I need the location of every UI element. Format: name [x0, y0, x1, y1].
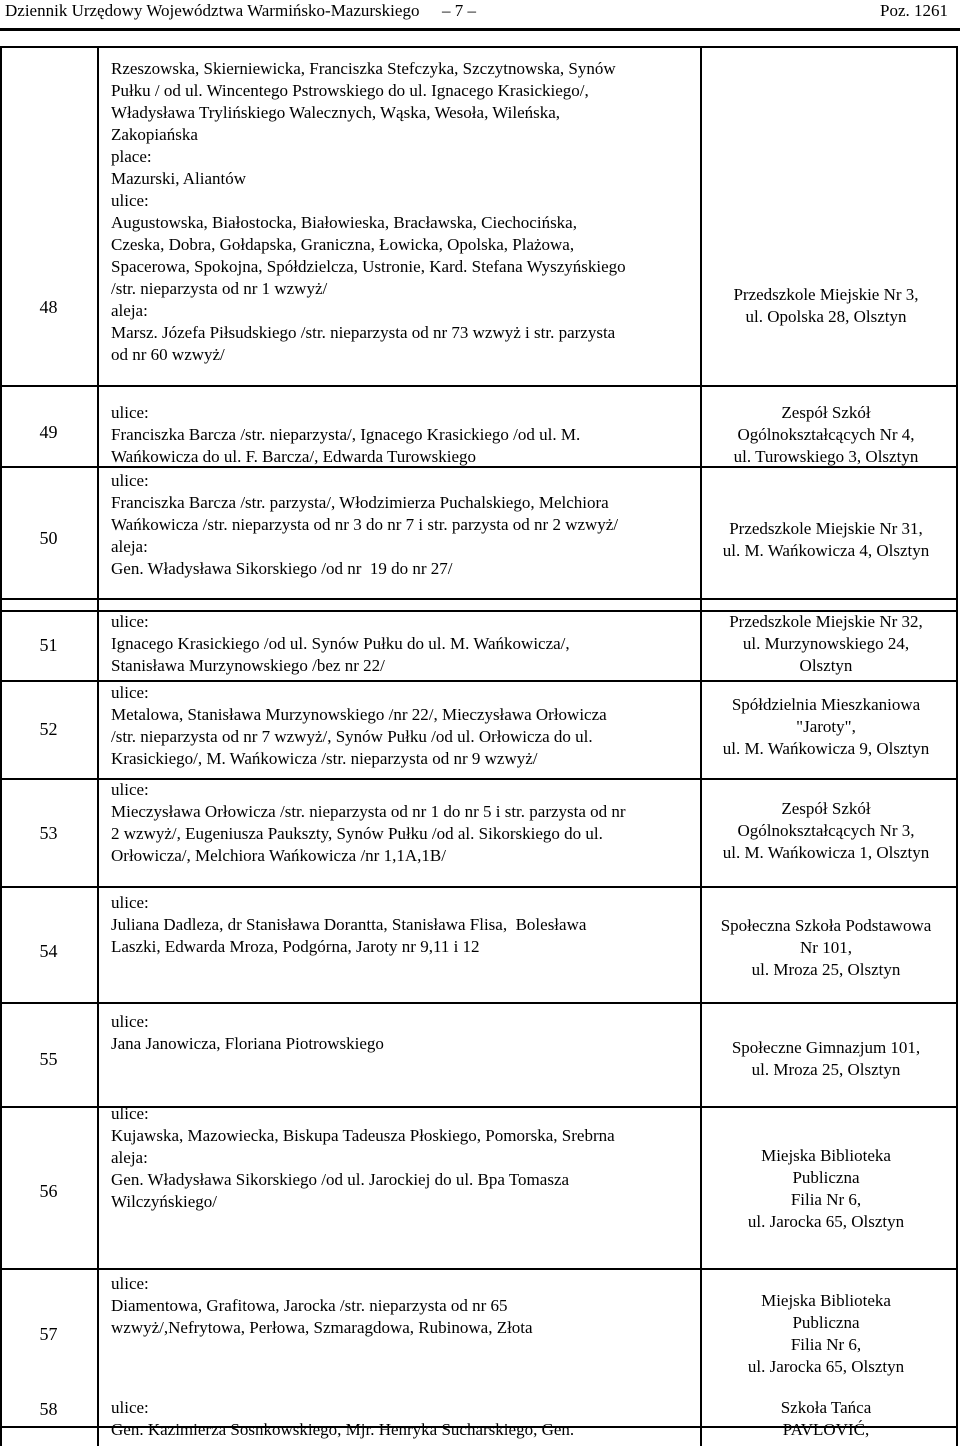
row-number: 54 — [39, 941, 58, 961]
row-divider — [0, 598, 958, 600]
institution-cell: Miejska Biblioteka Publiczna Filia Nr 6, ul. Jarocka 65, Olsztyn — [747, 1291, 905, 1376]
row-divider — [0, 385, 958, 387]
row-number: 58 — [39, 1399, 58, 1419]
header-rule — [0, 28, 960, 31]
streets-cell: ulice: Ignacego Krasickiego /od ul. Synów Pułku do ul. M. Wańkowicza/, Stanisława Murzynowskiego /bez nr 22/ — [111, 612, 570, 675]
row-number: 50 — [39, 528, 58, 548]
streets-cell: Rzeszowska, Skierniewicka, Franciszka Stefczyka, Szczytnowska, Synów Pułku / od ul. Wincentego Pstrowskiego do ul. Ignacego Krasickiego/, Władysława Trylińskiego Walecznych, Wąska, Wesoła, Wileńska, Zakopiańska place: Mazurski, Aliantów ulice: Augustowska, Białostocka, Białowieska, Bracławska, Ciechocińska, Czeska, Dobra, Gołdapska, Graniczna, Łowicka, Opolska, Plażowa, Spacerowa, Spokojna, Spółdzielcza, Ustronie, Kard. Stefana Wyszyńskiego /str. nieparzysta od nr 1 wzwyż/ aleja: Marsz. Józefa Piłsudskiego /str. nieparzysta od nr 73 wzwyż i str. parzysta od nr 60 wzwyż/ — [111, 59, 626, 364]
streets-cell: ulice: Juliana Dadleza, dr Stanisława Dorantta, Stanisława Flisa, Bolesława Laszki, Edwarda Mroza, Podgórna, Jaroty nr 9,11 i 12 — [111, 893, 587, 956]
districts-table — [0, 46, 958, 1446]
streets-cell: ulice: Franciszka Barcza /str. nieparzysta/, Ignacego Krasickiego /od ul. M. Wańkowicza do ul. F. Barcza/, Edwarda Turowskiego — [111, 403, 581, 466]
institution-cell: Przedszkole Miejskie Nr 31, ul. M. Wańkowicza 4, Olsztyn — [722, 519, 930, 560]
row-divider — [0, 1002, 958, 1004]
institution-cell: Społeczne Gimnazjum 101, ul. Mroza 25, Olsztyn — [731, 1038, 921, 1079]
row-number: 55 — [39, 1049, 58, 1069]
institution-cell: Szkoła Tańca PAVLOVIĆ, — [780, 1398, 872, 1439]
row-number: 52 — [39, 719, 58, 739]
row-number: 49 — [39, 422, 58, 442]
row-number: 53 — [39, 823, 58, 843]
institution-cell: Spółdzielnia Mieszkaniowa "Jaroty", ul. M. Wańkowicza 9, Olsztyn — [722, 695, 930, 758]
page-number: – 7 – — [442, 1, 476, 20]
row-divider — [0, 1268, 958, 1270]
table-border-top — [0, 46, 958, 48]
streets-cell: ulice: Franciszka Barcza /str. parzysta/, Włodzimierza Puchalskiego, Melchiora Wańkowicza /str. nieparzysta od nr 3 do nr 7 i str. parzysta od nr 2 wzwyż/ aleja: Gen. Władysława Sikorskiego /od nr 19 do nr 27/ — [111, 471, 619, 578]
row-divider — [0, 886, 958, 888]
streets-cell: ulice: Kujawska, Mazowiecka, Biskupa Tadeusza Płoskiego, Pomorska, Srebrna aleja: Gen. Władysława Sikorskiego /od ul. Jarockiej do ul. Bpa Tomasza Wilczyńskiego/ — [111, 1104, 615, 1211]
streets-cell: ulice: Jana Janowicza, Floriana Piotrowskiego — [111, 1012, 384, 1053]
streets-cell: ulice: Mieczysława Orłowicza /str. nieparzysta od nr 1 do nr 5 i str. parzysta od nr 2 wzwyż/, Eugeniusza Paukszty, Synów Pułku /od al. Sikorskiego do ul. Orłowicza/, Melchiora Wańkowicza /nr 1,1A,1B/ — [111, 780, 626, 865]
row-number: 48 — [39, 297, 58, 317]
streets-cell: ulice: Metalowa, Stanisława Murzynowskiego /nr 22/, Mieczysława Orłowicza /str. nieparzysta od nr 7 wzwyż/, Synów Pułku /od ul. Orłowicza do ul. Krasickiego/, M. Wańkowicza /str. nieparzysta od nr 9 wzwyż/ — [111, 683, 607, 768]
row-number: 57 — [39, 1324, 58, 1344]
table-border-right — [956, 46, 958, 1446]
streets-cell: ulice: Diamentowa, Grafitowa, Jarocka /str. nieparzysta od nr 65 wzwyż/,Nefrytowa, Perłowa, Szmaragdowa, Rubinowa, Złota — [111, 1274, 533, 1337]
institution-cell: Zespół Szkół Ogólnokształcących Nr 4, ul. Turowskiego 3, Olsztyn — [733, 403, 919, 466]
table-border-left — [0, 46, 2, 1446]
row-number: 51 — [39, 635, 58, 655]
column-divider — [97, 46, 99, 1446]
institution-cell: Przedszkole Miejskie Nr 32, ul. Murzynowskiego 24, Olsztyn — [729, 612, 923, 675]
institution-cell: Miejska Biblioteka Publiczna Filia Nr 6, ul. Jarocka 65, Olsztyn — [747, 1146, 905, 1231]
journal-title: Dziennik Urzędowy Województwa Warmińsko-Mazurskiego — [5, 1, 420, 20]
streets-cell: ulice: Gen. Kazimierza Sosnkowskiego, Mjr. Henryka Sucharskiego, Gen. — [111, 1398, 575, 1439]
institution-cell: Zespół Szkół Ogólnokształcących Nr 3, ul. M. Wańkowicza 1, Olsztyn — [722, 799, 930, 862]
row-number: 56 — [39, 1181, 58, 1201]
institution-cell: Społeczna Szkoła Podstawowa Nr 101, ul. Mroza 25, Olsztyn — [720, 916, 932, 979]
institution-cell: Przedszkole Miejskie Nr 3, ul. Opolska 28, Olsztyn — [733, 285, 919, 326]
position-number: Poz. 1261 — [880, 1, 948, 20]
